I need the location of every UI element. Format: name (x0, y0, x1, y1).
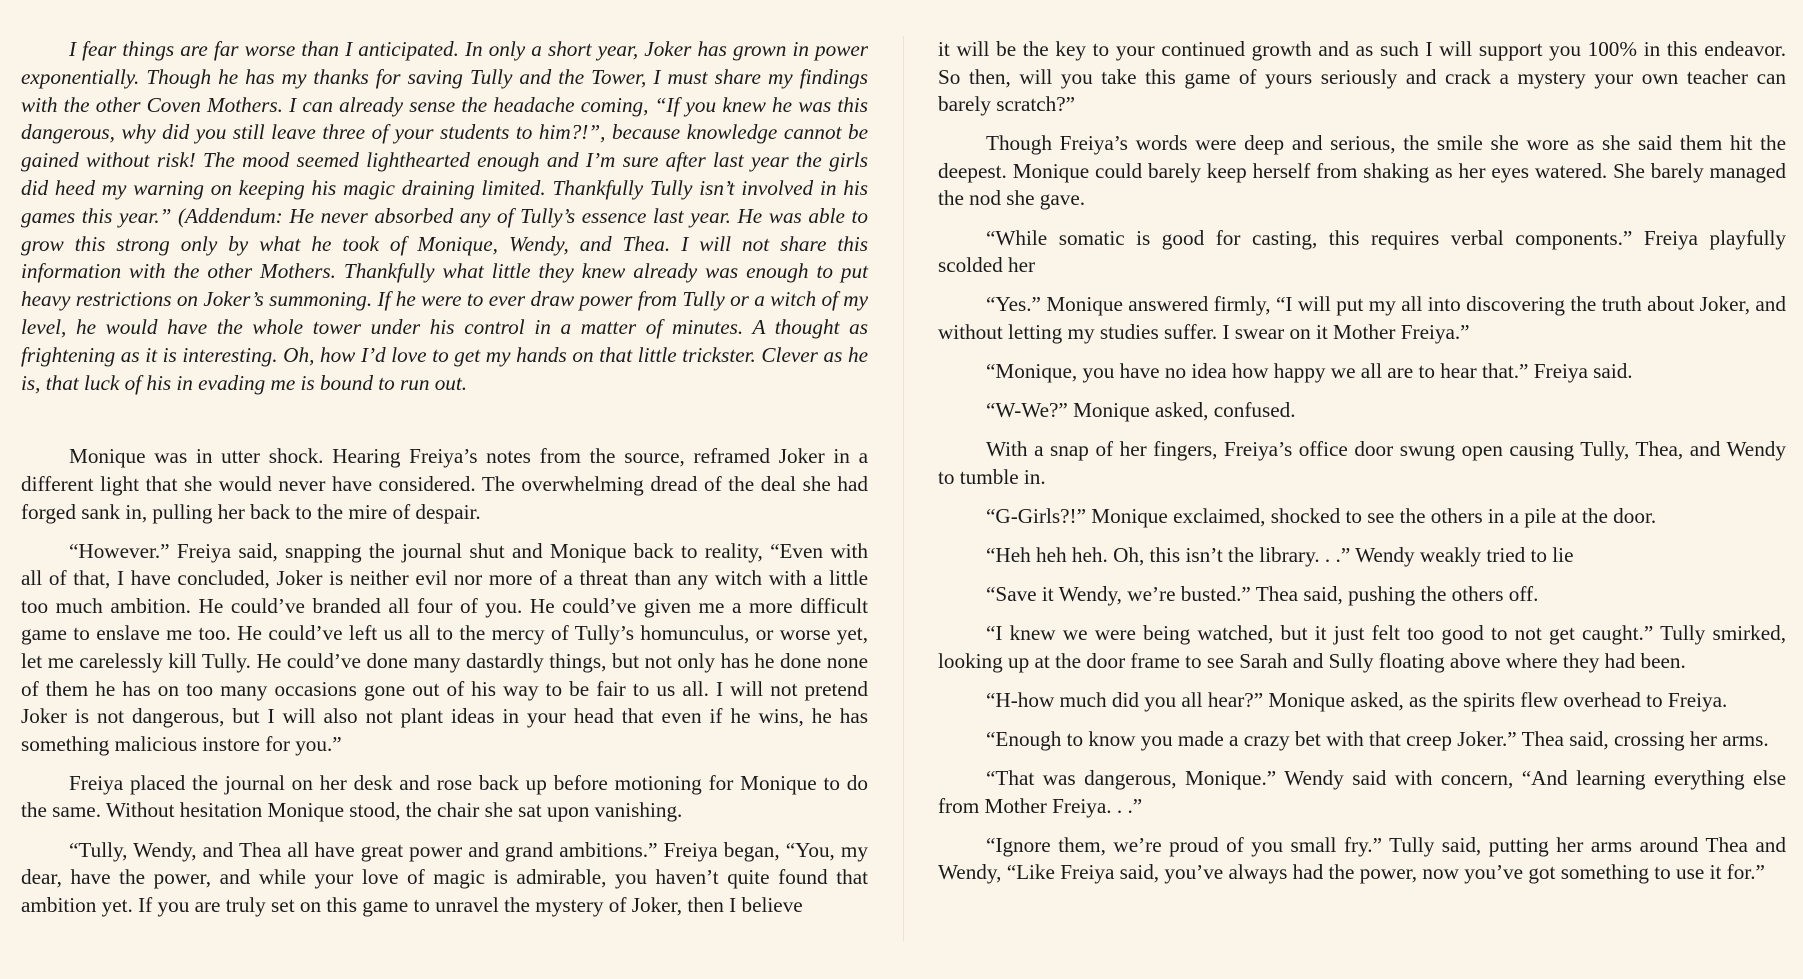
journal-entry (21, 36, 868, 397)
paragraph-continuation: it will be the key to your continued growth and as such I will support you 100% in this endeavor. So then, will you take this game of yours seriously and crack a mystery your own teacher can barely scratch?” (938, 37, 1786, 117)
paragraph: Though Freiya’s words were deep and serious, the smile she wore as she said them hit the deepest. Monique could barely keep herself from shaking as her eyes watered. She barely managed the nod she gave. (938, 131, 1786, 211)
paragraph: “Save it Wendy, we’re busted.” Thea said, pushing the others off. (986, 582, 1539, 606)
paragraph: “Yes.” Monique answered firmly, “I will put my all into discovering the truth about Joker, and without letting my studies suffer. I swear on it Mother Freiya.” (938, 292, 1786, 344)
paragraph: Monique was in utter shock. Hearing Freiya’s notes from the source, reframed Joker in a different light that she would never have considered. The overwhelming dread of the deal she had forged sank in, pulling her back to the mire of despair. (21, 444, 868, 524)
page-gutter-divider (903, 36, 904, 941)
paragraph: Freiya placed the journal on her desk and rose back up before motioning for Monique to do the same. Without hesitation Monique stood, the chair she sat upon vanishing. (21, 770, 868, 823)
paragraph: “G-Girls?!” Monique exclaimed, shocked to see the others in a pile at the door. (986, 503, 1657, 528)
paragraph: “Ignore them, we’re proud of you small fry.” Tully said, putting her arms around Thea and Wendy, “Like Freiya said, you’ve always had the power, now you’ve got something to use it for.” (938, 832, 1786, 885)
right-page (938, 36, 1786, 898)
paragraph: “H-how much did you all hear?” Monique asked, as the spirits flew overhead to Freiya. (986, 687, 1728, 712)
left-page-body (21, 443, 868, 919)
paragraph: “Enough to know you made a crazy bet with that creep Joker.” Thea said, crossing her arms. (986, 726, 1769, 751)
paragraph: “Heh heh heh. Oh, this isn’t the library. . .” Wendy weakly tried to lie (986, 542, 1574, 567)
paragraph: “That was dangerous, Monique.” Wendy said with concern, “And learning everything else from Mother Freiya. . .” (938, 765, 1786, 818)
paragraph: “However.” Freiya said, snapping the journal shut and Monique back to reality, “Even with all of that, I have concluded, Joker is neither evil nor more of a threat than any witch with a little too much ambition. He could’ve branded all four of you. He could’ve given me a more difficult game to enslave me too. He could’ve left us all to the mercy of Tully’s homunculus, or worse yet, let me carelessly kill Tully. He could’ve done many dastardly things, but not only has he done none of them he has on too many occasions gone out of his way to be fair to us all. I will not pretend Joker is not dangerous, but I will also not plant ideas in your head that even if he wins, he has something malicious instore for you.” (21, 538, 868, 756)
paragraph: “Monique, you have no idea how happy we all are to hear that.” Freiya said. (986, 358, 1633, 383)
paragraph: “Tully, Wendy, and Thea all have great power and grand ambitions.” Freiya began, “You, my dear, have the power, and while your love of magic is admirable, you haven’t quite found that ambition yet. If you are truly set on this game to unravel the mystery of Joker, then I believe (21, 837, 868, 917)
paragraph: “W-We?” Monique asked, confused. (986, 398, 1296, 423)
paragraph: “While somatic is good for casting, this requires verbal components.” Freiya playfully scolded her (938, 225, 1786, 278)
paragraph: With a snap of her fingers, Freiya’s office door swung open causing Tully, Thea, and Wendy to tumble in. (938, 437, 1786, 489)
paragraph: “I knew we were being watched, but it just felt too good to not get caught.” Tully smirked, looking up at the door frame to see Sarah and Sully floating above where they had been. (938, 621, 1786, 673)
journal-entry-text: I fear things are far worse than I anticipated. In only a short year, Joker has grown in power exponentially. Though he has my thanks for saving Tully and the Tower, I must share my findings with the other Coven Mothers. I can already sense the headache coming, “If you knew he was this dangerous, why did you still leave three of your students to him?!”, because knowledge cannot be gained without risk! The mood seemed lighthearted enough and I’m sure after last year the girls did heed my warning on keeping his magic draining limited. Thankfully Tully isn’t involved in his games this year.” (Addendum: He never absorbed any of Tully’s essence last year. He was able to grow this strong only by what he took of Monique, Wendy, and Thea. I will not share this information with the other Mothers. Thankfully what little they knew already was enough to put heavy restrictions on Joker’s summoning. If he were to ever draw power from Tully or a witch of my level, he would have the whole tower under his control in a matter of minutes. A thought as frightening as it is interesting. Oh, how I’d love to get my hands on that little trickster. Clever as he is, that luck of his in evading me is bound to run out. (21, 37, 868, 395)
left-page (21, 36, 868, 931)
